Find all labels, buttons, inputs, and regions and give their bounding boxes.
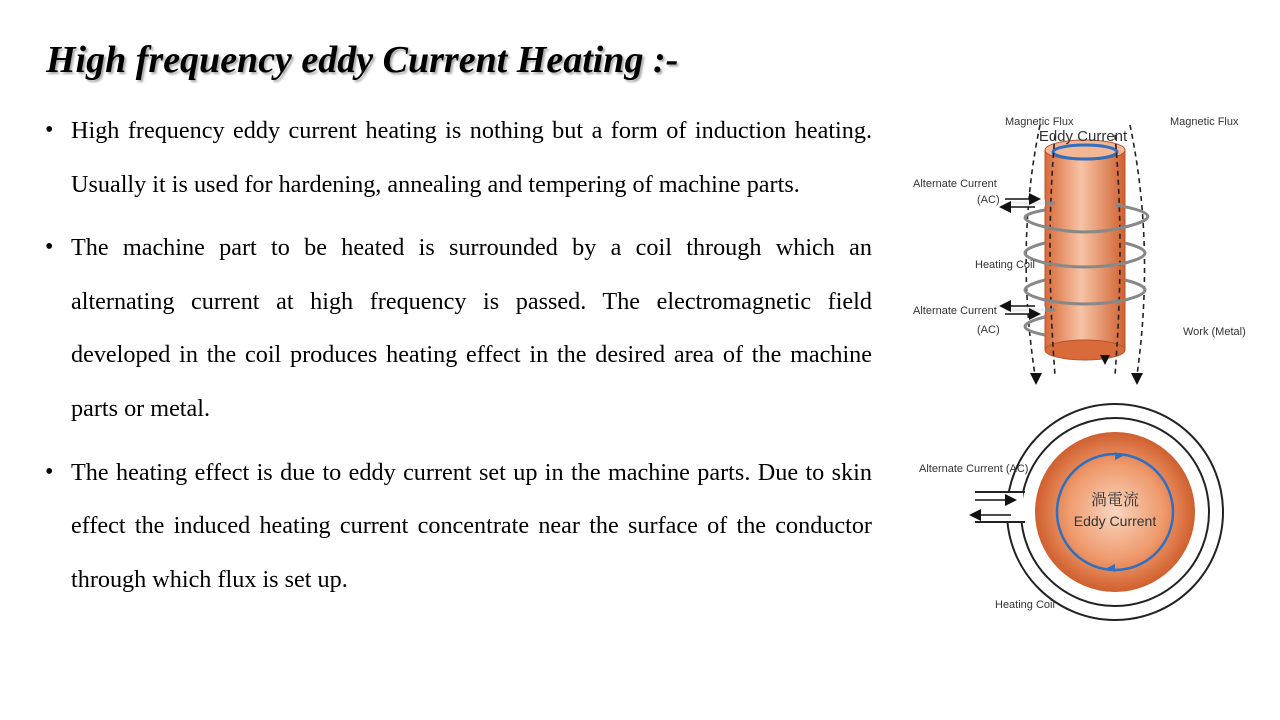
label-heating-coil-bottom: Heating Coil [995,599,1055,611]
bullet-list [45,104,872,616]
label-alternate-current-1: Alternate Current [913,178,997,190]
label-eddy-current-jp: 渦電流 [1090,492,1140,509]
induction-coil-side-diagram [905,105,1255,385]
label-eddy-current: Eddy Current [1038,128,1128,145]
bullet-item [45,446,872,607]
bullet-text: The heating effect is due to eddy current set up in the machine parts. Due to skin effect the induced heating current concentrate near the surface of the conductor through which flux is set up. [71,458,872,593]
bullet-text: High frequency eddy current heating is nothing but a form of induction heating. Usually it is used for hardening, annealing and tempering of machine parts. [71,117,872,198]
bullet-item [45,104,872,211]
label-work-metal: Work (Metal) [1183,326,1246,338]
label-heating-coil: Heating Coil [975,259,1035,271]
label-alternate-current: Alternate Current (AC) [919,463,1029,475]
bullet-marker: • [45,458,54,485]
label-eddy-current-en: Eddy Current [1073,513,1157,529]
bullet-marker: • [45,117,54,143]
bullet-text: The machine part to be heated is surrounded by a coil through which an alternating current at high frequency is passed. The electromagnetic field developed in the coil produces heating effect in the desired area of the machine parts or metal. [71,234,872,422]
label-ac-1: (AC) [977,194,1000,206]
label-magnetic-flux-right: Magnetic Flux [1170,116,1239,128]
slide-title: High frequency eddy Current Heating :- [46,39,679,81]
bullet-marker: • [45,234,54,261]
label-alternate-current-2: Alternate Current [913,305,997,317]
label-magnetic-flux-left: Magnetic Flux [1005,116,1074,128]
bullet-item [45,221,872,435]
label-ac-2: (AC) [977,324,1000,336]
induction-coil-top-diagram [915,400,1255,630]
metal-workpiece [1045,150,1125,350]
